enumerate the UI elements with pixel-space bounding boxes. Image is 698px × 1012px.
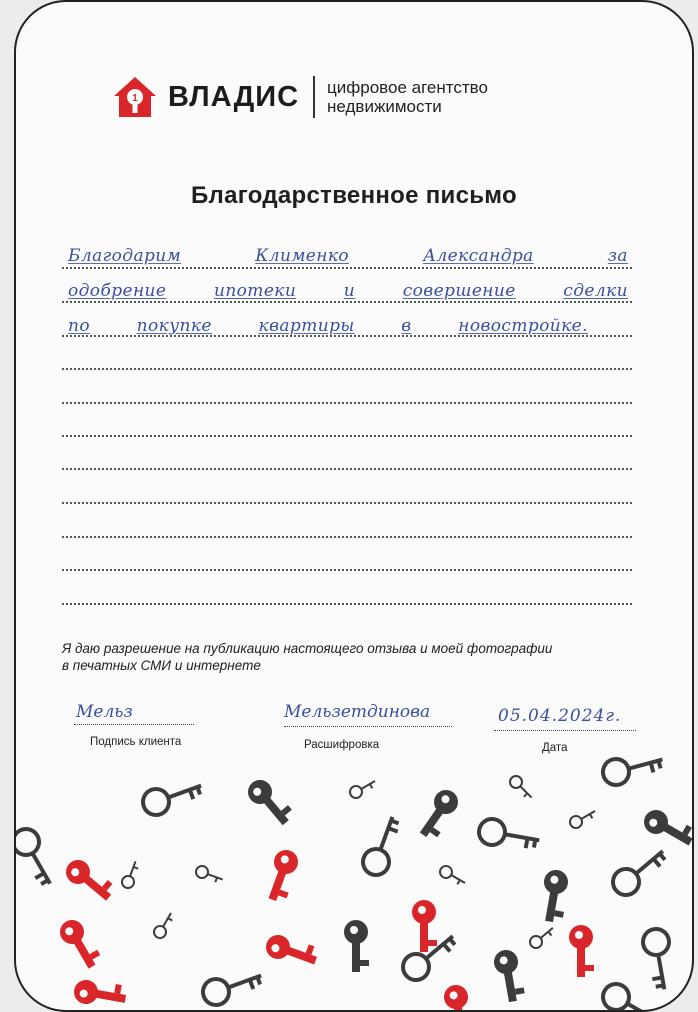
letter-word: сделки: [563, 281, 628, 301]
letter-word: по: [68, 316, 90, 336]
page-title: Благодарственное письмо: [190, 182, 517, 209]
letter-word: ипотеки: [213, 281, 297, 301]
date-value: 05.04.2024г.: [498, 706, 622, 726]
letter-word: новостройке.: [458, 316, 588, 336]
brand-tagline-line1: цифровое агентство: [327, 78, 488, 97]
letter-sheet: [14, 0, 694, 1012]
letter-word: Благодарим: [68, 246, 182, 266]
date-caption: Дата: [542, 742, 568, 754]
consent-line2: в печатных СМИ и интернете: [62, 658, 261, 673]
letter-word: одобрение: [68, 281, 167, 301]
key-pattern-icon: [16, 2, 694, 1012]
signature-transcript: Мельзетдинова: [284, 702, 431, 722]
svg-text:1: 1: [132, 93, 138, 104]
brand-name: ВЛАДИС: [168, 80, 300, 113]
letter-word: за: [607, 246, 628, 266]
transcript-caption: Расшифровка: [304, 739, 380, 751]
letter-word: и: [343, 281, 356, 301]
letter-word: квартиры: [258, 316, 355, 336]
letter-word: Александра: [423, 246, 534, 266]
letter-word: в: [401, 316, 412, 336]
letter-word: Клименко: [255, 246, 350, 266]
letter-word: совершение: [402, 281, 516, 301]
consent-line1: Я даю разрешение на публикацию настоящего отзыва и моей фотографии: [62, 641, 553, 656]
signature-caption: Подпись клиента: [90, 736, 182, 748]
letter-word: покупке: [136, 316, 212, 336]
brand-tagline-line2: недвижимости: [327, 97, 442, 116]
client-signature: Мельз: [76, 702, 133, 722]
